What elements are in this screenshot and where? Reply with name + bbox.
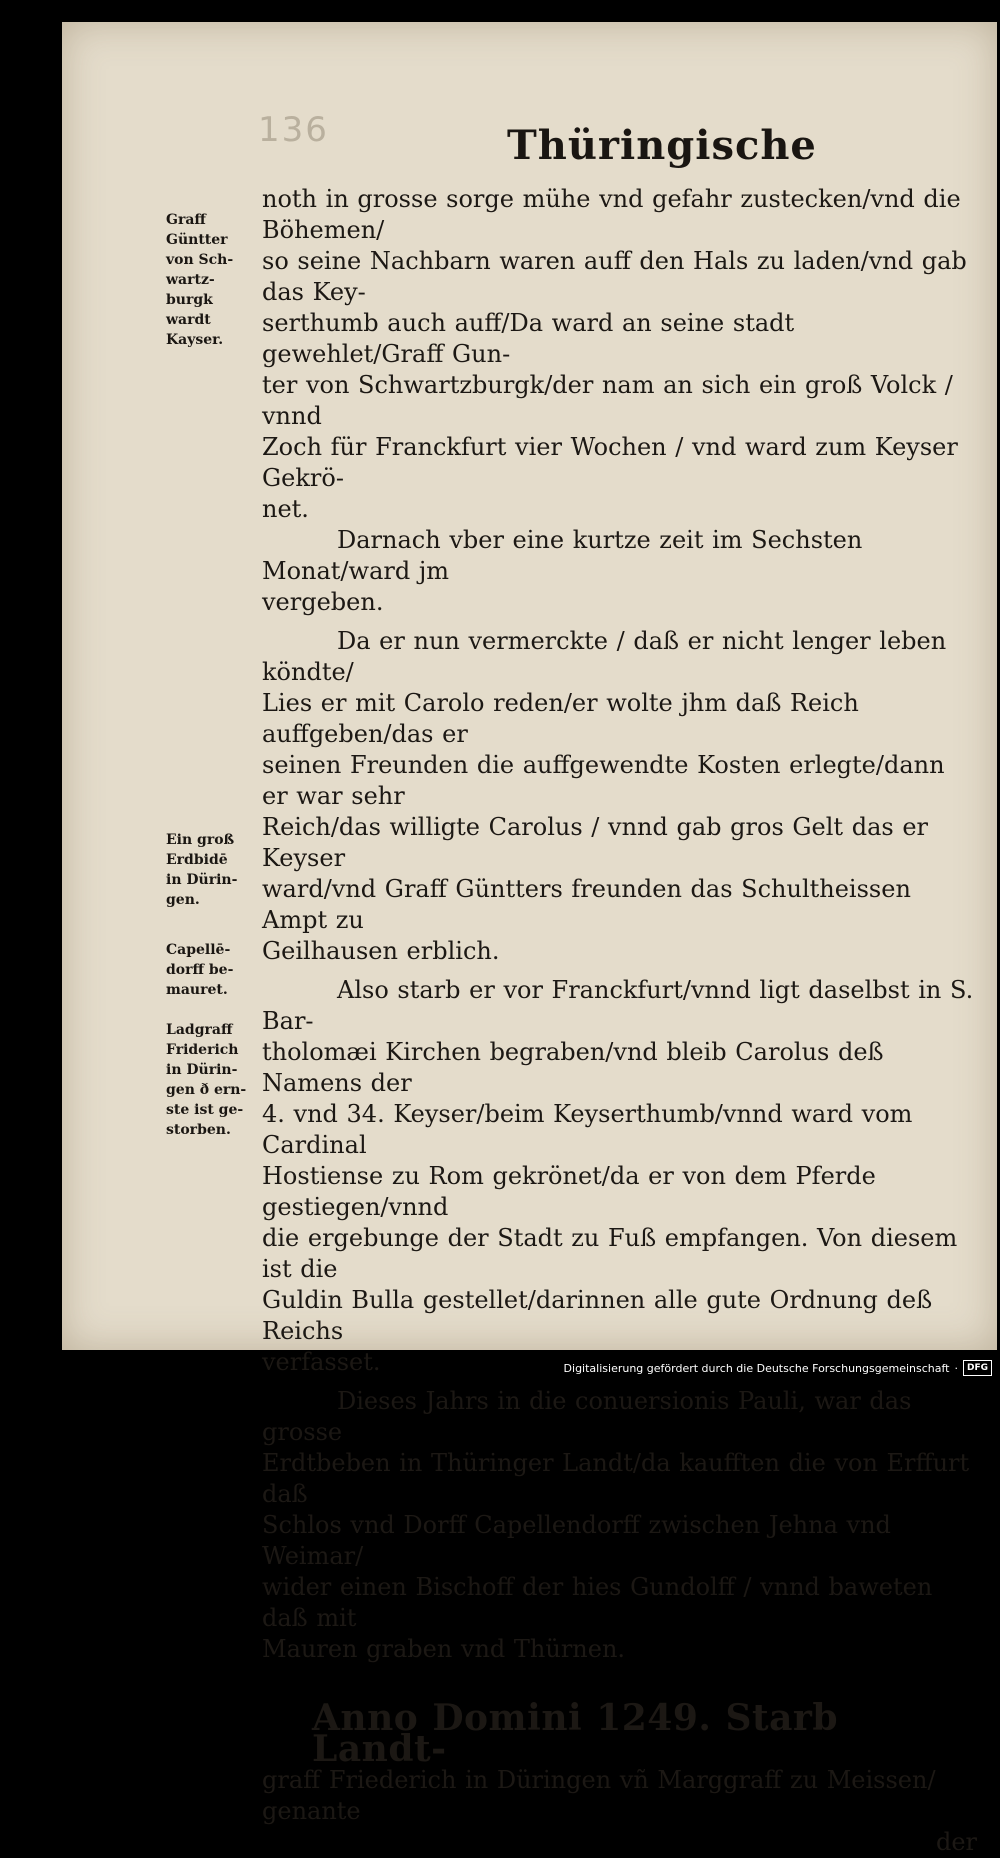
- text-line: graff Friederich in Düringen vñ Marggraff zu Meissen/ genante: [262, 1766, 936, 1825]
- text-line: Reich/das willigte Carolus / vnnd gab gros Gelt das er Keyser: [262, 813, 928, 872]
- marginal-note-2: [166, 830, 258, 910]
- text-line: Hostiense zu Rom gekrönet/da er von dem Pferde gestiegen/vnnd: [262, 1162, 876, 1221]
- marginal-line: burgk: [166, 292, 213, 308]
- text-line: wider einen Bischoff der hies Gundolff / vnnd baweten daß mit: [262, 1573, 933, 1632]
- page-number: 136: [258, 110, 329, 150]
- marginal-line: mauret.: [166, 982, 228, 998]
- marginal-line: gen ð ern-: [166, 1082, 247, 1098]
- marginal-line: gen.: [166, 892, 200, 908]
- text-line: net.: [262, 495, 309, 523]
- marginal-line: wardt: [166, 312, 211, 328]
- text-line: so seine Nachbarn waren auff den Hals zu laden/vnd gab das Key-: [262, 247, 967, 306]
- text-line: Lies er mit Carolo reden/er wolte jhm daß Reich auffgeben/das er: [262, 689, 859, 748]
- text-line: Da er nun vermerckte / daß er nicht lenger leben köndte/: [262, 627, 947, 686]
- marginal-line: Graff: [166, 212, 206, 228]
- text-line: Zoch für Franckfurt vier Wochen / vnd ward zum Keyser Gekrö-: [262, 433, 958, 492]
- text-line: Darnach vber eine kurtze zeit im Sechsten Monat/ward jm: [262, 526, 863, 585]
- text-line: Geilhausen erblich.: [262, 937, 500, 965]
- marginal-note-3: [166, 940, 258, 1000]
- marginal-line: storben.: [166, 1122, 231, 1138]
- text-line: noth in grosse sorge mühe vnd gefahr zustecken/vnd die Böhemen/: [262, 185, 961, 244]
- text-line: Guldin Bulla gestellet/darinnen alle gute Ordnung deß Reichs: [262, 1286, 933, 1345]
- catchword: der: [935, 1828, 977, 1856]
- text-line: die ergebunge der Stadt zu Fuß empfangen. Von diesem ist die: [262, 1224, 958, 1283]
- marginal-line: Ladgraff: [166, 1022, 233, 1038]
- marginal-line: Erdbidē: [166, 852, 228, 868]
- text-line: Schlos vnd Dorff Capellendorff zwischen Jehna vnd Weimar/: [262, 1511, 891, 1570]
- marginal-note-4: [166, 1020, 258, 1140]
- section-heading: Anno Domini 1249. Starb Landt-: [312, 1697, 839, 1770]
- marginal-line: ste ist ge-: [166, 1102, 244, 1118]
- text-line: ward/vnd Graff Güntters freunden das Schultheissen Ampt zu: [262, 875, 911, 934]
- text-line: Dieses Jahrs in die conuersionis Pauli, war das grosse: [262, 1387, 912, 1446]
- text-line: seinen Freunden die auffgewendte Kosten erlegte/dann er war sehr: [262, 751, 945, 810]
- text-line: ter von Schwartzburgk/der nam an sich ein groß Volck / vnnd: [262, 371, 953, 430]
- marginal-line: von Sch-: [166, 252, 234, 268]
- marginal-note-1: [166, 210, 258, 350]
- marginal-line: Güntter: [166, 232, 228, 248]
- marginal-line: Capellē-: [166, 942, 231, 958]
- marginal-line: Friderich: [166, 1042, 239, 1058]
- text-line: 4. vnd 34. Keyser/beim Keyserthumb/vnnd ward vom Cardinal: [262, 1100, 913, 1159]
- marginal-line: in Dürin-: [166, 872, 238, 888]
- text-line: serthumb auch auff/Da ward an seine stadt gewehlet/Graff Gun-: [262, 309, 795, 368]
- text-line: Mauren graben vnd Thürnen.: [262, 1635, 626, 1663]
- marginal-line: Kayser.: [166, 332, 224, 348]
- marginal-line: dorff be-: [166, 962, 234, 978]
- digitization-footer: Digitalisierung gefördert durch die Deutsche Forschungsgemeinschaft · DFG: [564, 1360, 992, 1376]
- text-line: Also starb er vor Franckfurt/vnnd ligt daselbst in S. Bar-: [262, 976, 974, 1035]
- footer-credit: Digitalisierung gefördert durch die Deutsche Forschungsgemeinschaft: [563, 1361, 950, 1375]
- text-line: Erdtbeben in Thüringer Landt/da kaufften die von Erffurt daß: [262, 1449, 970, 1508]
- dfg-logo-icon: DFG: [963, 1360, 992, 1376]
- marginal-line: Ein groß: [166, 832, 235, 848]
- text-line: vergeben.: [262, 588, 384, 616]
- marginal-line: wartz-: [166, 272, 215, 288]
- text-line: tholomæi Kirchen begraben/vnd bleib Carolus deß Namens der: [262, 1038, 884, 1097]
- running-head: Thüringische: [507, 122, 817, 169]
- body-text: [262, 184, 977, 1858]
- text-line: verfasset.: [262, 1348, 381, 1376]
- marginal-line: in Dürin-: [166, 1062, 238, 1078]
